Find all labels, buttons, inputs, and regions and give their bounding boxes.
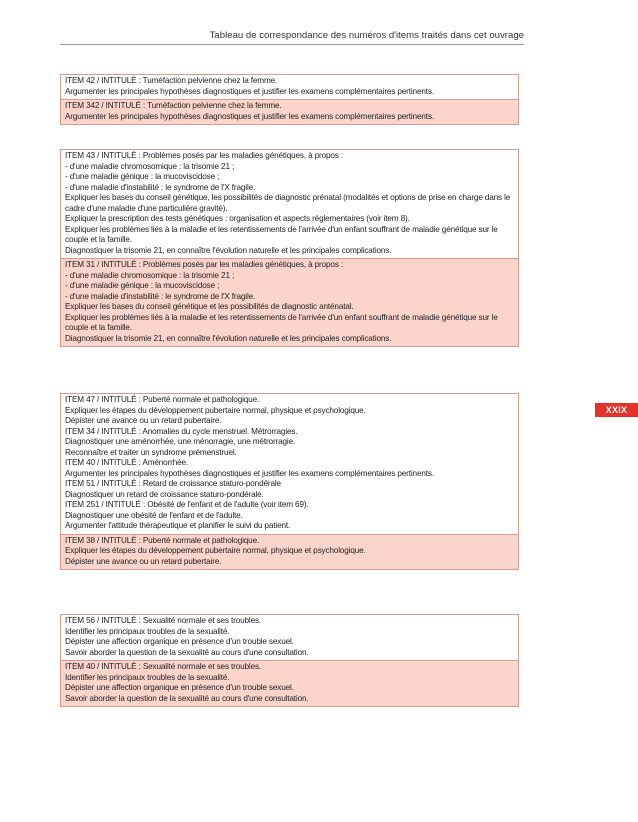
new-item-box [61, 615, 518, 660]
item-title: ITEM 38 / INTITULÉ : Puberté normale et pathologique. [65, 535, 260, 545]
item-objective: Dépister une affection organique en présence d'un trouble sexuel. [65, 683, 294, 692]
item-objective: Diagnostiquer une obésité de l'enfant et de l'adulte. [65, 510, 243, 520]
page-number-tab: XXIX [595, 403, 638, 417]
item-objective: Diagnostiquer la trisomie 21, en connaître l'évolution naturelle et les principales complications. [65, 333, 392, 343]
item-title: ITEM 47 / INTITULÉ : Puberté normale et pathologique. [65, 395, 260, 404]
old-item-box [61, 99, 518, 124]
item-title: ITEM 31 / INTITULÉ : Problèmes posés par les maladies génétiques, à propos : [65, 260, 344, 269]
item-objective: - d'une maladie d'instabilité : le syndrome de l'X fragile. [65, 291, 256, 301]
correspondence-block-4 [60, 614, 519, 707]
correspondence-block-3 [60, 393, 519, 570]
old-item-box [61, 660, 518, 706]
item-objective: - d'une maladie chromosomique : la trisomie 21 ; [65, 270, 235, 280]
new-item-box [61, 75, 518, 99]
item-objective: Dépister une avance ou un retard pubertaire. [65, 556, 222, 566]
item-objective: Diagnostiquer une aménorrhée, une ménorragie, une métrorragie. [65, 437, 296, 446]
item-title: ITEM 40 / INTITULÉ : Sexualité normale et ses troubles. [65, 662, 262, 671]
item-title: ITEM 43 / INTITULÉ : Problèmes posés par les maladies génétiques, à propos : [65, 151, 344, 160]
item-title: ITEM 34 / INTITULÉ : Anomalies du cycle menstruel. Métrorragies. [65, 426, 298, 436]
item-objective: Expliquer les bases du conseil génétique et les possibilités de diagnostic anténatal. [65, 302, 354, 311]
item-title: ITEM 56 / INTITULÉ : Sexualité normale et ses troubles. [65, 616, 262, 625]
item-objective: - d'une maladie chromosomique : la trisomie 21 ; [65, 161, 235, 171]
item-objective: Dépister une avance ou un retard pubertaire. [65, 416, 222, 425]
item-objective: Argumenter l'attitude thérapeutique et planifier le suivi du patient. [65, 521, 291, 530]
item-objective: Dépister une affection organique en présence d'un trouble sexuel. [65, 637, 294, 646]
old-item-box [61, 534, 518, 570]
item-objective: Argumenter les principales hypothèses diagnostiques et justifier les examens complémentaires pertinents. [65, 468, 434, 478]
item-objective: Argumenter les principales hypothèses diagnostiques et justifier les examens complémentaires pertinents. [65, 111, 434, 121]
item-objective: - d'une maladie d'instabilité : le syndrome de l'X fragile. [65, 182, 256, 192]
new-item-box [61, 150, 518, 258]
item-objective: Identifier les principaux troubles de la sexualité. [65, 626, 230, 636]
item-title: ITEM 40 / INTITULÉ : Aménorrhée. [65, 458, 189, 467]
item-objective: Expliquer la prescription des tests génétiques : organisation et aspects réglementaires (voir item 8). [65, 214, 410, 223]
page-header: Tableau de correspondance des numéros d'items traités dans cet ouvrage [60, 30, 524, 45]
item-title: ITEM 51 / INTITULÉ : Retard de croissance staturo-pondérale [65, 479, 281, 488]
old-item-box [61, 258, 518, 346]
correspondence-block-1 [60, 74, 519, 125]
correspondence-block-2 [60, 149, 519, 347]
item-objective: Savoir aborder la question de la sexualité au cours d'une consultation. [65, 693, 309, 703]
item-objective: - d'une maladie génique : la mucoviscidose ; [65, 281, 220, 290]
item-objective: Expliquer les problèmes liés à la maladie et les retentissements de l'arrivée d'un enfant souffrant de maladie génétique sur le couple et la famille. [65, 312, 498, 332]
item-title: ITEM 251 / INTITULÉ : Obésité de l'enfant et de l'adulte (voir item 69). [65, 500, 309, 509]
item-objective: Diagnostiquer un retard de croissance staturo-pondérale. [65, 489, 264, 499]
new-item-box [61, 394, 518, 534]
item-objective: Diagnostiquer la trisomie 21, en connaître l'évolution naturelle et les principales complications. [65, 245, 392, 255]
item-objective: - d'une maladie génique : la mucoviscidose ; [65, 172, 220, 181]
item-objective: Expliquer les bases du conseil génétique, les possibilités de diagnostic prénatal (modalités et options de prise en charge dans le cadre d'une maladie d'une particulière gravité). [65, 193, 511, 213]
item-objective: Expliquer les problèmes liés à la maladie et les retentissements de l'arrivée d'un enfant souffrant de maladie génétique sur le couple et la famille. [65, 224, 498, 244]
item-objective: Argumenter les principales hypothèses diagnostiques et justifier les examens complémentaires pertinents. [65, 86, 434, 96]
item-objective: Expliquer les étapes du développement pubertaire normal, physique et psychologique. [65, 405, 366, 415]
item-title: ITEM 342 / INTITULÉ : Tuméfaction pelvienne chez la femme. [65, 101, 282, 110]
item-objective: Savoir aborder la question de la sexualité au cours d'une consultation. [65, 647, 309, 657]
item-objective: Identifier les principaux troubles de la sexualité. [65, 672, 230, 682]
item-title: ITEM 42 / INTITULÉ : Tuméfaction pelvienne chez la femme. [65, 76, 278, 85]
item-objective: Reconnaître et traiter un syndrome prémenstruel. [65, 447, 237, 457]
item-objective: Expliquer les étapes du développement pubertaire normal, physique et psychologique. [65, 546, 366, 555]
